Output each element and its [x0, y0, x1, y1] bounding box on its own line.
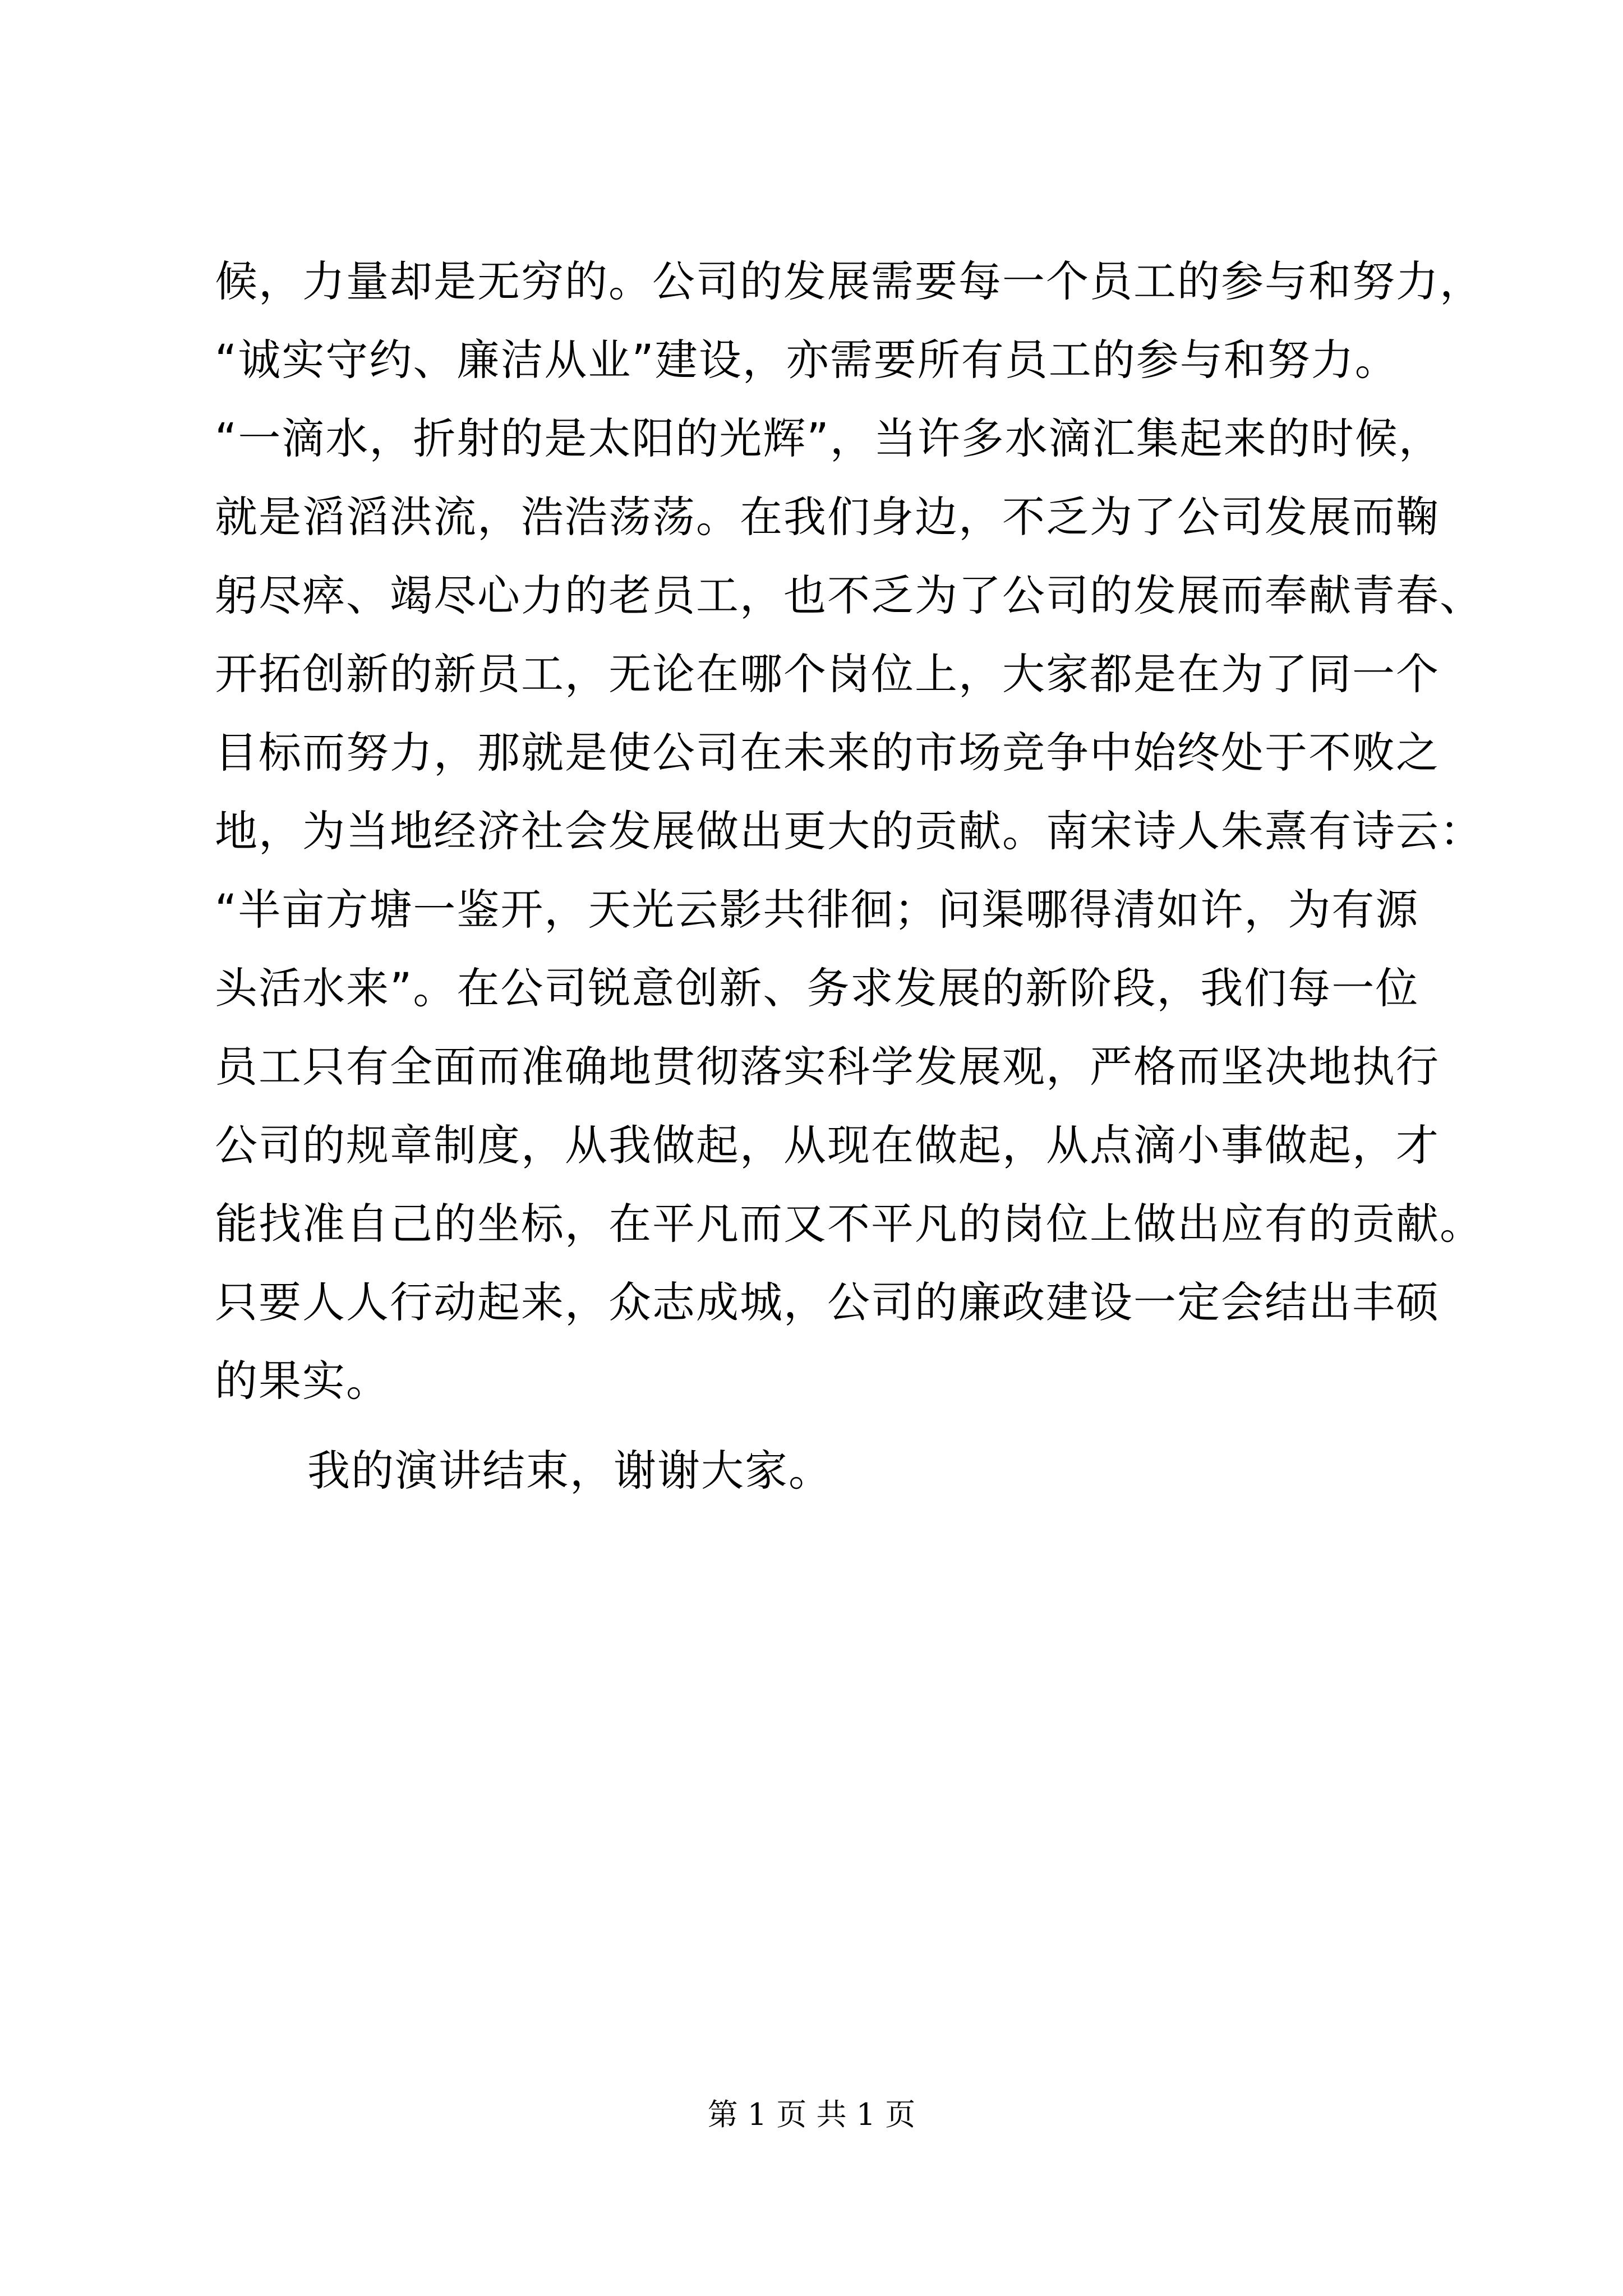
page-footer: 第 1 页 共 1 页: [707, 2097, 916, 2132]
text-line: “诚实守约、廉洁从业”建设，亦需要所有员工的参与和努力。: [215, 335, 1399, 385]
text-line: 员工只有全面而准确地贯彻落实科学发展观，严格而坚决地执行: [215, 1042, 1440, 1092]
text-line: 候，力量却是无穷的。公司的发展需要每一个员工的参与和努力，: [215, 256, 1483, 306]
text-line: “一滴水，折射的是太阳的光辉”，当许多水滴汇集起来的时候，: [215, 413, 1442, 463]
text-line: 躬尽瘁、竭尽心力的老员工，也不乏为了公司的发展而奉献青春、: [215, 570, 1483, 620]
text-line: 头活水来”。在公司锐意创新、务求发展的新阶段，我们每一位: [215, 963, 1419, 1013]
text-line: 目标而努力，那就是使公司在未来的市场竞争中始终处于不败之: [215, 728, 1440, 777]
text-line: 只要人人行动起来，众志成城，公司的廉政建设一定会结出丰硕: [215, 1277, 1440, 1327]
text-line: 的果实。: [215, 1356, 390, 1406]
text-line: 开拓创新的新员工，无论在哪个岗位上，大家都是在为了同一个: [215, 649, 1440, 699]
text-line: 地，为当地经济社会发展做出更大的贡献。南宋诗人朱熹有诗云：: [215, 806, 1483, 856]
text-line: 能找准自己的坐标，在平凡而又不平凡的岗位上做出应有的贡献。: [215, 1199, 1483, 1249]
closing-line: 我的演讲结束，谢谢大家。: [307, 1446, 832, 1496]
text-line: 就是滔滔洪流，浩浩荡荡。在我们身边，不乏为了公司发展而鞠: [215, 492, 1440, 542]
text-line: “半亩方塘一鉴开，天光云影共徘徊；问渠哪得清如许，为有源: [215, 885, 1419, 935]
text-line: 公司的规章制度，从我做起，从现在做起，从点滴小事做起，才: [215, 1120, 1440, 1170]
